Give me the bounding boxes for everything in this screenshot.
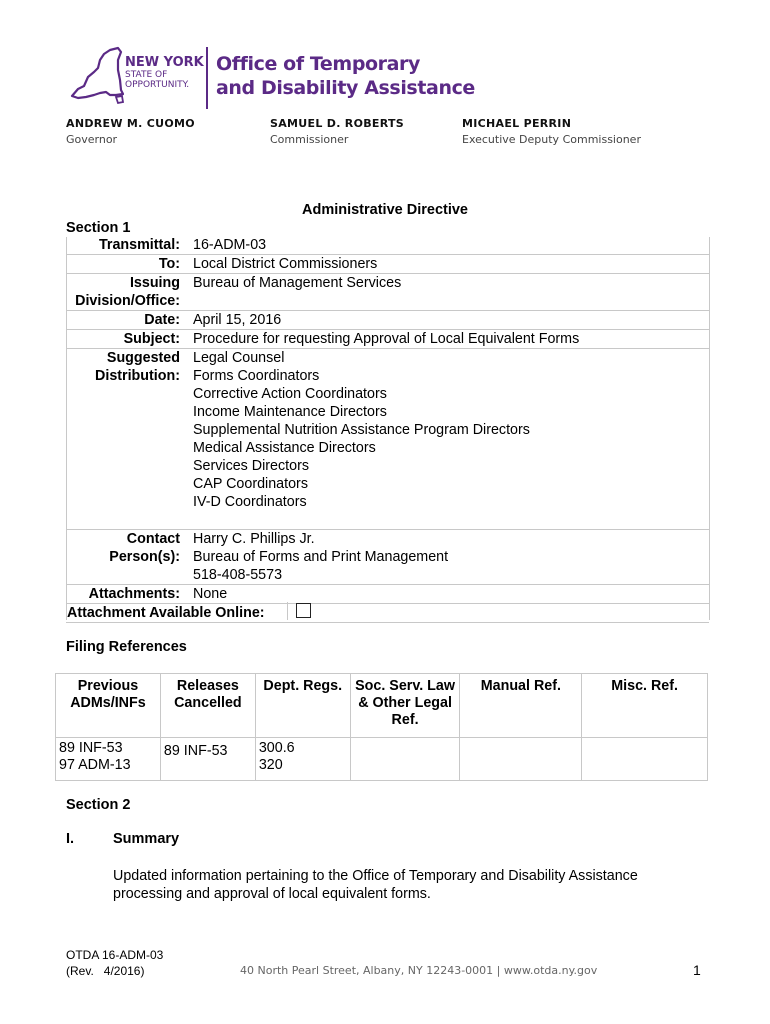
official-3-role: Executive Deputy Commissioner bbox=[462, 133, 641, 146]
row-contact-persons bbox=[66, 530, 709, 585]
official-2-role: Commissioner bbox=[270, 133, 349, 146]
document-title: Administrative Directive bbox=[301, 202, 468, 218]
label-issuing-office: Issuing Division/Office: bbox=[66, 274, 193, 311]
value-subject: Procedure for requesting Approval of Local Equivalent Forms bbox=[193, 330, 709, 349]
column-header-releases-cancelled: Releases Cancelled bbox=[160, 674, 255, 738]
label-contact-persons: Contact Person(s): bbox=[66, 530, 193, 585]
row-attachments bbox=[66, 585, 709, 604]
distribution-item: Supplemental Nutrition Assistance Program Directors bbox=[193, 422, 530, 438]
cell-dept-regs: 300.6 320 bbox=[255, 738, 350, 781]
value-to: Local District Commissioners bbox=[193, 255, 709, 274]
row-issuing-office bbox=[66, 274, 709, 311]
state-logo-text-line-2: STATE OF bbox=[125, 70, 168, 80]
attachment-online-checkbox[interactable] bbox=[296, 603, 311, 618]
distribution-item: IV-D Coordinators bbox=[193, 494, 307, 510]
summary-paragraph bbox=[113, 867, 638, 903]
official-3-name: MICHAEL PERRIN bbox=[462, 117, 572, 130]
footer-form-id: OTDA 16-ADM-03 bbox=[66, 948, 164, 962]
label-date: Date: bbox=[66, 311, 193, 330]
summary-item-number: I. bbox=[66, 831, 75, 847]
label-attachment-online: Attachment Available Online: bbox=[67, 605, 265, 621]
column-header-misc-ref: Misc. Ref. bbox=[582, 674, 708, 738]
row-suggested-distribution bbox=[66, 349, 709, 530]
agency-name-line-2: and Disability Assistance bbox=[216, 77, 475, 99]
state-logo-text-line-3: OPPORTUNITY. bbox=[125, 80, 190, 90]
filing-references-table bbox=[55, 673, 708, 781]
official-1-name: ANDREW M. CUOMO bbox=[66, 117, 195, 130]
contact-line: 518-408-5573 bbox=[193, 567, 283, 583]
row-transmittal bbox=[66, 236, 709, 255]
contact-line: Harry C. Phillips Jr. bbox=[193, 531, 315, 547]
cell-previous: 89 INF-53 97 ADM-13 bbox=[56, 738, 161, 781]
official-1-role: Governor bbox=[66, 133, 118, 146]
row-to bbox=[66, 255, 709, 274]
distribution-item: Income Maintenance Directors bbox=[193, 404, 387, 420]
new-york-state-map-logo bbox=[66, 44, 124, 108]
summary-line: Updated information pertaining to the Office of Temporary and Disability Assistance bbox=[113, 868, 638, 884]
cell-manual-ref bbox=[460, 738, 582, 781]
row-attachment-online bbox=[66, 604, 709, 623]
distribution-item: Corrective Action Coordinators bbox=[193, 386, 387, 402]
footer-revision: (Rev. 4/2016) bbox=[66, 964, 145, 978]
cell-releases-cancelled: 89 INF-53 bbox=[160, 738, 255, 781]
value-suggested-distribution bbox=[193, 349, 709, 530]
table-row bbox=[56, 738, 708, 781]
row-subject bbox=[66, 330, 709, 349]
value-contact-persons bbox=[193, 530, 709, 585]
value-issuing-office: Bureau of Management Services bbox=[193, 274, 709, 311]
label-to: To: bbox=[66, 255, 193, 274]
value-attachments: None bbox=[193, 585, 709, 604]
label-transmittal: Transmittal: bbox=[98, 237, 180, 253]
distribution-item: Medical Assistance Directors bbox=[193, 440, 376, 456]
cell-soc-serv-law bbox=[350, 738, 460, 781]
section-1-heading: Section 1 bbox=[66, 220, 131, 236]
footer-page-number: 1 bbox=[693, 962, 701, 978]
distribution-item: CAP Coordinators bbox=[193, 476, 308, 492]
filing-references-heading: Filing References bbox=[66, 639, 187, 655]
column-header-previous: Previous ADMs/INFs bbox=[56, 674, 161, 738]
section-2-heading: Section 2 bbox=[66, 797, 131, 813]
directive-info-table bbox=[66, 236, 709, 623]
cell-misc-ref bbox=[582, 738, 708, 781]
value-transmittal: 16-ADM-03 bbox=[193, 237, 267, 253]
column-header-manual-ref: Manual Ref. bbox=[460, 674, 582, 738]
label-subject: Subject: bbox=[66, 330, 193, 349]
value-date: April 15, 2016 bbox=[193, 311, 709, 330]
column-header-soc-serv-law: Soc. Serv. Law & Other Legal Ref. bbox=[350, 674, 460, 738]
summary-line: processing and approval of local equivalent forms. bbox=[113, 886, 431, 902]
table-header-row bbox=[56, 674, 708, 738]
label-attachments: Attachments: bbox=[66, 585, 193, 604]
column-header-dept-regs: Dept. Regs. bbox=[255, 674, 350, 738]
official-2-name: SAMUEL D. ROBERTS bbox=[270, 117, 405, 130]
label-suggested-distribution: Suggested Distribution: bbox=[66, 349, 193, 530]
row-date bbox=[66, 311, 709, 330]
state-logo-text-line-1: NEW YORK bbox=[125, 55, 204, 70]
contact-line: Bureau of Forms and Print Management bbox=[193, 549, 449, 565]
distribution-item: Legal Counsel bbox=[193, 350, 285, 366]
letterhead-divider bbox=[206, 47, 208, 109]
agency-name-line-1: Office of Temporary bbox=[216, 53, 421, 75]
summary-heading: Summary bbox=[113, 831, 180, 847]
distribution-item: Forms Coordinators bbox=[193, 368, 320, 384]
distribution-item: Services Directors bbox=[193, 458, 309, 474]
footer-address: 40 North Pearl Street, Albany, NY 12243-0001 | www.otda.ny.gov bbox=[240, 964, 598, 977]
attachment-online-divider bbox=[287, 602, 288, 620]
directive-table-border-right bbox=[709, 237, 710, 620]
